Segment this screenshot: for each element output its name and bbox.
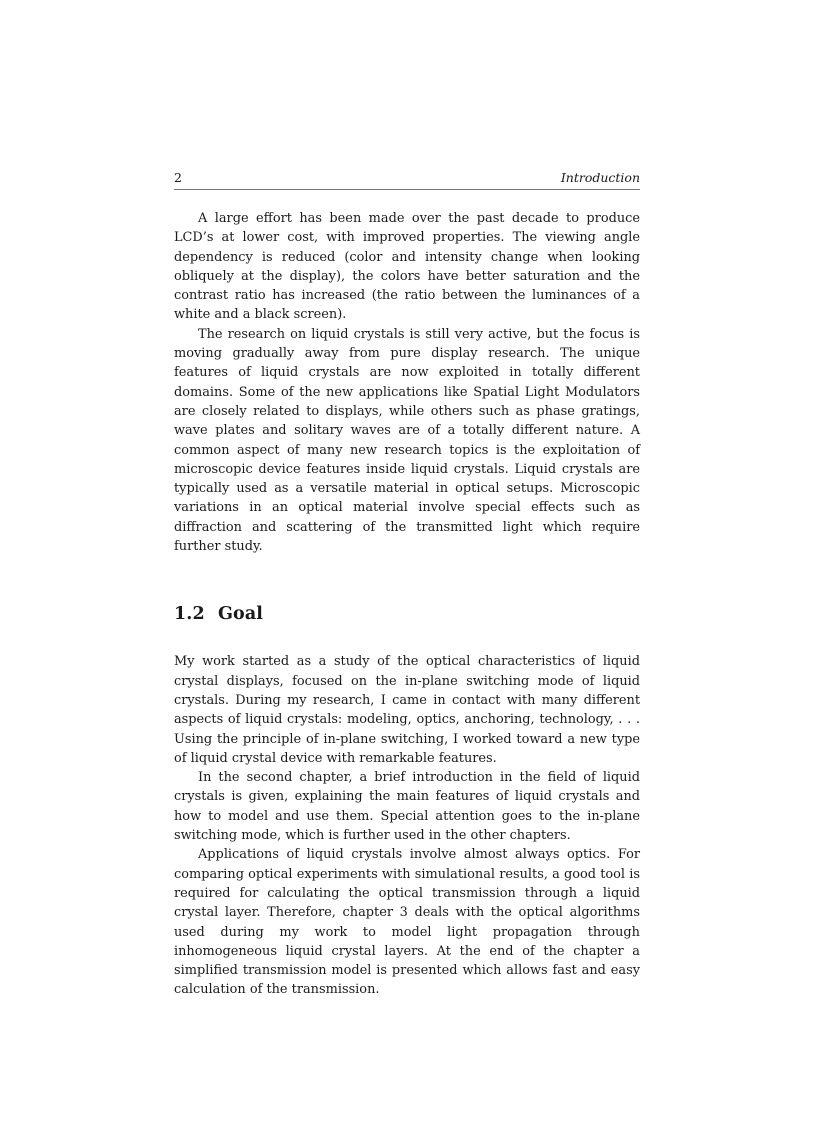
running-title: Introduction (560, 170, 640, 185)
page (174, 168, 640, 1000)
section-number: 1.2 (174, 604, 205, 625)
goal-paragraph: Applications of liquid crystals involve almost always optics. For comparing optical experiments with simulational results, a good tool is required for calculating the optical transmission through a liquid crystal layer. Therefore, chapter 3 deals with the optical algorithms used during my work to model light propagation through inhomogeneous liquid crystal layers. At the end of the chapter a simplified transmission model is presented which allows fast and easy calculation of the transmission. (174, 847, 640, 998)
running-header (174, 168, 640, 190)
goal-paragraph: My work started as a study of the optical characteristics of liquid crystal displays, focused on the in-plane switching mode of liquid crystals. During my research, I came in contact with many different aspects of liquid crystals: modeling, optics, anchoring, technology, . . . Using the principle of in-plane switching, I worked toward a new type of liquid crystal device with remarkable features. (174, 654, 640, 766)
section-title: Goal (218, 604, 264, 625)
intro-paragraph: A large effort has been made over the past decade to produce LCD’s at lower cost, with improved properties. The viewing angle dependency is reduced (color and intensity change when looking obliquely at the display), the colors have better saturation and the contrast ratio has increased (the ratio between the luminances of a white and a black screen). (174, 211, 640, 323)
page-number: 2 (174, 170, 182, 185)
section-heading (174, 602, 640, 626)
goal-paragraph: In the second chapter, a brief introduction in the field of liquid crystals is given, explaining the main features of liquid crystals and how to model and use them. Special attention goes to the in-plane switching mode, which is further used in the other chapters. (174, 770, 640, 844)
body-text (174, 209, 640, 1000)
intro-paragraph: The research on liquid crystals is still very active, but the focus is moving gradually away from pure display research. The unique features of liquid crystals are now exploited in totally different domains. Some of the new applications like Spatial Light Modulators are closely related to displays, while others such as phase gratings, wave plates and solitary waves are of a totally different nature. A common aspect of many new research topics is the exploitation of microscopic device features inside liquid crystals. Liquid crystals are typically used as a versatile material in optical setups. Microscopic variations in an optical material involve special effects such as diffraction and scattering of the transmitted light which require further study. (174, 326, 640, 555)
